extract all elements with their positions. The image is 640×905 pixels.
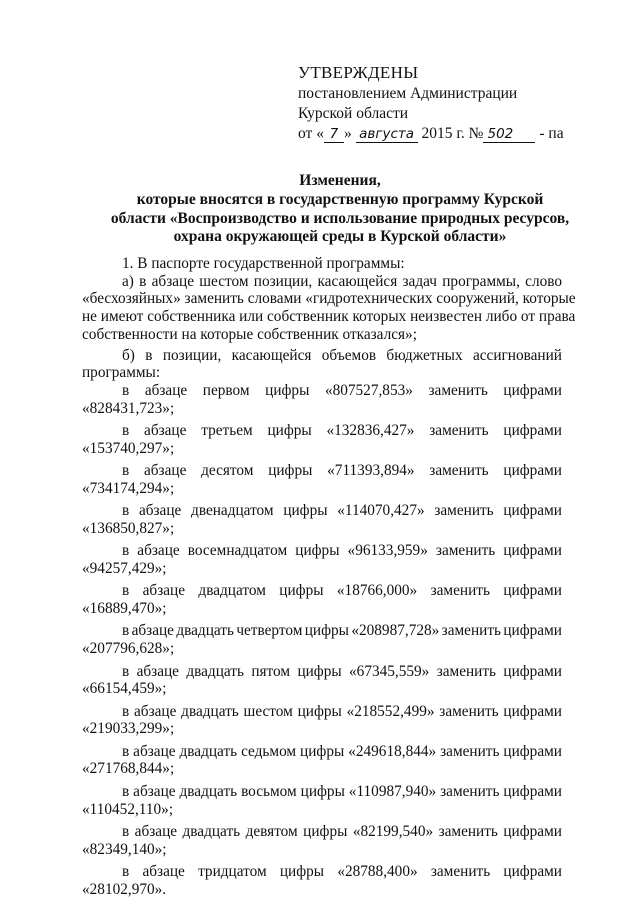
amendment-word: заменить	[430, 582, 490, 600]
amendment-word: абзаце	[142, 582, 186, 600]
amendment-word: «218552,499»	[346, 702, 435, 720]
amendment-list	[82, 382, 562, 899]
amendment-word: абзаце	[137, 542, 180, 560]
date-day: 7	[324, 127, 344, 143]
approval-line-1: постановлением Администрации	[298, 85, 518, 102]
amendment-line	[82, 663, 562, 681]
amendment-word: в	[122, 462, 130, 480]
paragraph-a-line-4: собственности на которые собственник отказался»;	[82, 325, 417, 343]
date-mid: »	[343, 125, 352, 142]
amendment-word: «249618,844»	[348, 742, 437, 760]
amendment-word: тридцатом	[198, 863, 267, 881]
amendment-new-value: «28102,970».	[82, 880, 167, 898]
amendment-word: цифрами	[503, 662, 562, 680]
amendment-word: третьем	[201, 422, 253, 440]
amendment-new-value: «271768,844»;	[82, 760, 175, 778]
amendment-word: абзаце	[143, 462, 187, 480]
approval-heading: УТВЕРЖДЕНЫ	[298, 63, 419, 82]
amendment-word: десятом	[201, 462, 254, 480]
amendment-new-value: «207796,628»;	[82, 640, 175, 658]
amendment-word: шестом	[243, 702, 293, 720]
amendment-line	[82, 823, 562, 841]
amendment-word: цифры	[303, 822, 348, 840]
amendment-item	[82, 823, 562, 858]
amendment-word: заменить	[428, 381, 488, 399]
amendment-line	[82, 743, 562, 761]
amendment-line	[82, 783, 562, 801]
title-line-4: охрана окружающей среды в Курской области»	[173, 228, 507, 246]
amendment-word: восьмом	[241, 782, 297, 800]
paragraph-a-line-3: не имеют собственника или собственник которых неизвестен либо от права	[82, 308, 576, 326]
amendment-item	[82, 462, 562, 497]
amendment-word: «28788,400»	[337, 863, 418, 881]
amendment-word: заменить	[429, 422, 489, 440]
amendment-item	[82, 663, 562, 698]
amendment-word: двадцать	[176, 622, 234, 640]
amendment-word: цифры	[268, 462, 313, 480]
amendment-word: двадцатом	[198, 582, 266, 600]
amendment-word: восемнадцатом	[187, 542, 288, 560]
amendment-item	[82, 582, 562, 617]
document-number: 502	[483, 127, 535, 143]
amendment-word: в	[122, 742, 130, 760]
amendment-line	[82, 863, 562, 881]
amendment-word: абзаце	[131, 622, 174, 640]
amendment-word: абзаце	[133, 742, 176, 760]
amendment-word: девятом	[245, 822, 298, 840]
amendment-new-value: «734174,294»;	[82, 479, 175, 497]
amendment-word: четвертом	[236, 622, 303, 640]
amendment-word: заменить	[430, 863, 491, 881]
amendment-word: «711393,894»	[327, 462, 415, 480]
amendment-item	[82, 703, 562, 738]
amendment-word: «82199,540»	[352, 822, 434, 840]
amendment-word: абзаце	[144, 422, 187, 440]
amendment-item	[82, 542, 562, 577]
amendment-word: цифры	[283, 502, 328, 520]
amendment-new-value: «153740,297»;	[82, 439, 175, 457]
amendment-word: цифрами	[503, 422, 562, 440]
amendment-new-value: «136850,827»;	[82, 519, 175, 537]
amendment-item	[82, 382, 562, 417]
amendment-word: «18766,000»	[336, 582, 418, 600]
amendment-word: «114070,427»	[337, 502, 425, 520]
amendment-word: «110987,940»	[348, 782, 437, 800]
amendment-word: заменить	[435, 542, 496, 560]
amendment-word: цифрами	[503, 542, 562, 560]
amendment-word: цифры	[265, 381, 310, 399]
title-line-3: области «Воспроизводство и использование природных ресурсов,	[110, 209, 570, 227]
amendment-new-value: «66154,459»;	[82, 680, 167, 698]
amendment-new-value: «219033,299»;	[82, 720, 175, 738]
document-body	[82, 255, 576, 898]
document-title	[80, 172, 600, 247]
amendment-word: заменить	[440, 782, 500, 800]
amendment-word: цифрами	[503, 782, 562, 800]
title-line-2: которые вносятся в государственную программу Курской	[136, 190, 544, 208]
amendment-word: пятом	[251, 662, 291, 680]
amendment-word: двенадцатом	[191, 502, 274, 520]
paragraph-b-line-1: б) в позиции, касающейся объемов бюджетных ассигнований	[122, 346, 562, 364]
amendment-word: в	[122, 863, 130, 881]
amendment-word: абзаце	[136, 662, 179, 680]
amendment-word: в	[122, 702, 130, 720]
date-year: 2015 г. №	[421, 125, 484, 142]
amendment-new-value: «94257,429»;	[82, 560, 167, 577]
amendment-new-value: «16889,470»;	[82, 600, 167, 618]
amendment-word: цифрами	[503, 582, 562, 600]
amendment-word: цифры	[297, 662, 342, 680]
amendment-word: абзаце	[138, 502, 182, 520]
amendment-word: абзаце	[133, 782, 176, 800]
amendment-item	[82, 622, 562, 657]
amendment-word: цифрами	[503, 622, 562, 640]
amendment-item	[82, 783, 562, 818]
amendment-line	[82, 502, 562, 520]
amendment-word: в	[122, 422, 130, 440]
amendment-word: «67345,559»	[349, 662, 430, 680]
amendment-line	[82, 622, 562, 640]
amendment-new-value: «828431,723»;	[82, 399, 175, 417]
amendment-word: абзаце	[144, 381, 188, 399]
amendment-word: седьмом	[241, 742, 297, 760]
amendment-word: цифрами	[503, 702, 562, 720]
amendment-word: цифрами	[503, 381, 562, 399]
amendment-word: в	[122, 502, 130, 520]
amendment-word: двадцать	[179, 782, 238, 800]
approval-block	[298, 62, 564, 144]
paragraph-b-line-2: программы:	[82, 364, 161, 382]
amendment-word: в	[122, 582, 130, 600]
amendment-line	[82, 382, 562, 400]
amendment-word: цифрами	[503, 822, 562, 840]
amendment-word: «96133,959»	[347, 542, 428, 560]
amendment-word: заменить	[440, 742, 500, 760]
amendment-word: цифры	[300, 782, 345, 800]
date-prefix: от «	[298, 125, 324, 142]
amendment-word: «132836,427»	[326, 422, 415, 440]
amendment-word: заменить	[436, 662, 497, 680]
amendment-word: цифрами	[503, 742, 562, 760]
amendment-word: заменить	[429, 462, 489, 480]
approval-line-2: Курской области	[298, 105, 409, 122]
amendment-word: двадцать	[182, 822, 241, 840]
amendment-word: в	[122, 622, 130, 640]
paragraph-a-line-2: «бесхозяйных» заменить словами «гидротехнических сооружений, которые	[82, 290, 576, 308]
paragraph-a-line-1: а) в абзаце шестом позиции, касающейся задач программы, слово	[122, 272, 562, 290]
approval-date-line	[298, 124, 564, 144]
amendment-line	[82, 703, 562, 721]
amendment-word: в	[122, 381, 130, 399]
amendment-item	[82, 743, 562, 778]
amendment-line	[82, 462, 562, 480]
amendment-word: абзаце	[134, 822, 178, 840]
amendment-word: цифрами	[503, 462, 562, 480]
amendment-word: цифры	[267, 422, 312, 440]
amendment-new-value: «110452,110»;	[82, 800, 174, 818]
amendment-word: цифры	[297, 702, 342, 720]
amendment-word: заменить	[439, 702, 499, 720]
amendment-word: в	[122, 822, 130, 840]
amendment-word: цифрами	[503, 863, 562, 881]
amendment-word: цифры	[279, 582, 324, 600]
amendment-word: в	[122, 782, 130, 800]
amendment-word: абзаце	[134, 702, 177, 720]
amendment-line	[82, 542, 562, 560]
amendment-word: цифрами	[503, 502, 562, 520]
amendment-word: заменить	[434, 502, 494, 520]
amendment-word: двадцать	[179, 742, 238, 760]
amendment-word: «208987,728»	[351, 622, 440, 640]
amendment-word: заменить	[438, 822, 498, 840]
amendment-word: заменить	[441, 622, 501, 640]
amendment-line	[82, 582, 562, 600]
date-month: августа	[356, 127, 418, 143]
amendment-item	[82, 502, 562, 537]
amendment-item	[82, 422, 562, 457]
amendment-word: первом	[202, 381, 250, 399]
amendment-word: в	[122, 542, 130, 560]
amendment-word: двадцать	[186, 662, 244, 680]
amendment-word: цифры	[300, 742, 345, 760]
number-suffix: - па	[539, 125, 564, 142]
amendment-word: в	[122, 662, 130, 680]
amendment-word: цифры	[295, 542, 340, 560]
amendment-word: «807527,853»	[324, 381, 413, 399]
amendment-new-value: «82349,140»;	[82, 840, 167, 858]
amendment-word: цифры	[304, 622, 349, 640]
amendment-item	[82, 863, 562, 898]
amendment-word: двадцать	[181, 702, 239, 720]
paragraph-1: 1. В паспорте государственной программы:	[122, 255, 405, 272]
amendment-word: абзаце	[142, 863, 185, 881]
amendment-word: цифры	[279, 863, 325, 881]
amendment-line	[82, 422, 562, 440]
title-line-1: Изменения,	[299, 172, 381, 189]
